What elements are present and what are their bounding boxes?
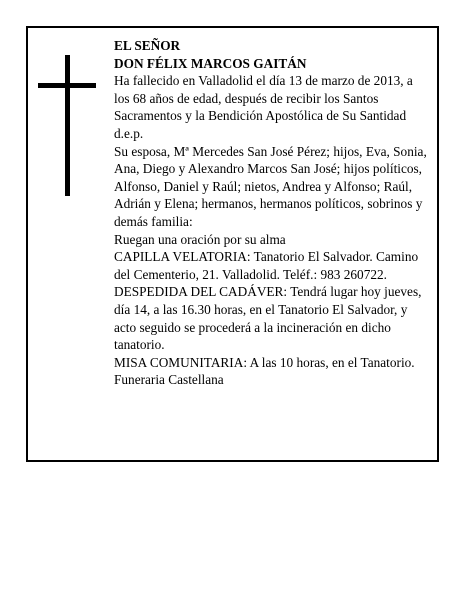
funeral-home: Funeraria Castellana	[114, 372, 224, 388]
farewell-info: DESPEDIDA DEL CADÁVER: Tendrá lugar hoy jueves, día 14, a las 16.30 horas, en el Tanatorio El Salvador, y acto seguido se procederá a la incineración en dicho tanatorio.	[114, 284, 422, 353]
mass-info: MISA COMUNITARIA: A las 10 horas, en el Tanatorio.	[114, 354, 415, 370]
obituary-text	[114, 37, 430, 389]
family-list: Su esposa, Mª Mercedes San José Pérez; hijos, Eva, Sonia, Ana, Diego y Alexandro Marcos San José; hijos políticos, Alfonso, Daniel y Raúl; nietos, Andrea y Alfonso; Raúl, Adrián y Elena; hermanos, hermanos políticos, sobrinos y demás familia:	[114, 143, 427, 229]
deceased-name: DON FÉLIX MARCOS GAITÁN	[114, 55, 307, 71]
death-announcement: Ha fallecido en Valladolid el día 13 de marzo de 2013, a los 68 años de edad, después de recibir los Santos Sacramentos y la Bendición Apostólica de Su Santidad d.e.p.	[114, 73, 413, 141]
cross-vertical-bar	[65, 55, 70, 196]
obituary-title: EL SEÑOR	[114, 38, 181, 53]
prayer-request: Ruegan una oración por su alma	[114, 231, 286, 247]
cross-horizontal-bar	[38, 83, 96, 88]
chapel-info: CAPILLA VELATORIA: Tanatorio El Salvador. Camino del Cementerio, 21. Valladolid. Teléf.: 983 260722.	[114, 249, 419, 282]
